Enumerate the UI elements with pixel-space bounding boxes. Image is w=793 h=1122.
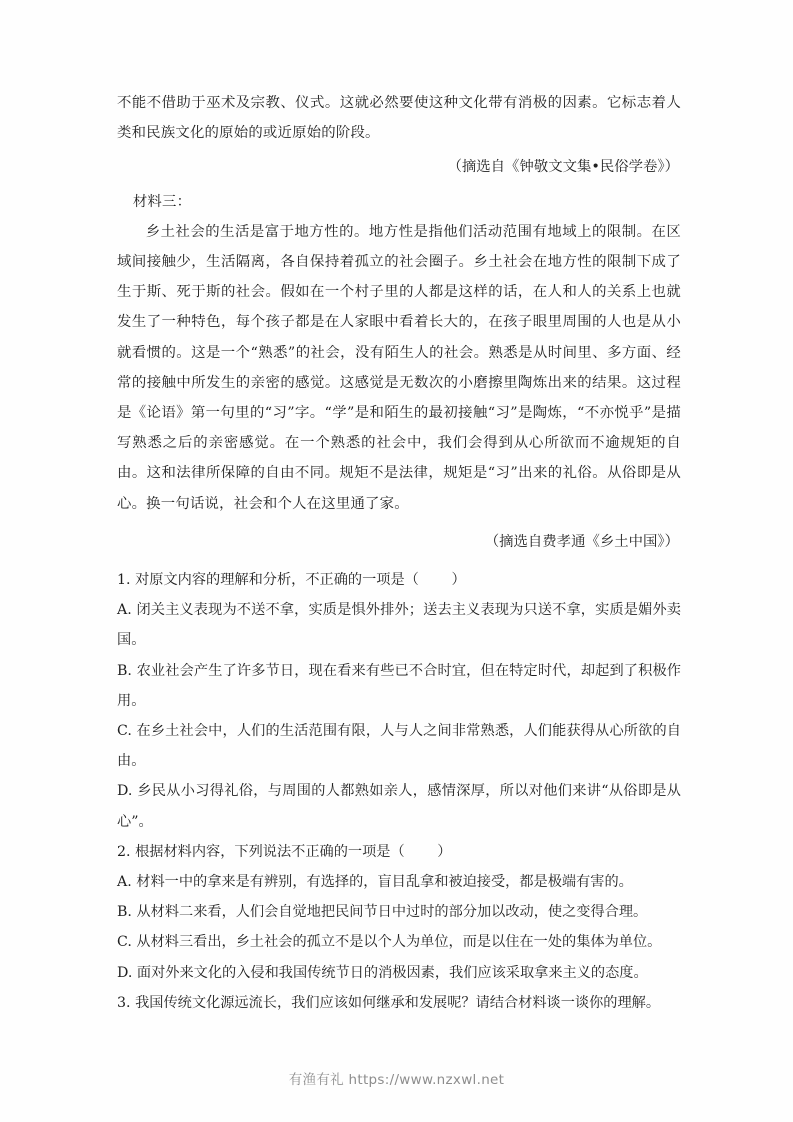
question-1-option-a[interactable] — [117, 595, 681, 655]
question-1-stem — [117, 565, 681, 595]
watermark-brand: 有渔有礼 — [288, 1072, 344, 1088]
option-label-c: C. — [117, 723, 132, 740]
option-text-b: 农业社会产生了许多节日，现在看来有些已不合时宜，但在特定时代，却起到了积极作用。 — [117, 662, 681, 709]
question-1-stem-text: 对原文内容的理解和分析，不正确的一项是（ — [135, 572, 419, 589]
footer-watermark — [0, 1068, 793, 1088]
option-text-d: 面对外来文化的入侵和我国传统节日的消极因素，我们应该采取拿来主义的态度。 — [136, 964, 648, 981]
passage-two-tail-text: 不能不借助于巫术及宗教、仪式。这就必然要使这种文化带有消极的因素。它标志着人类和民族文化的原始的或近原始的阶段。 — [117, 95, 681, 142]
question-2-option-a[interactable] — [117, 867, 681, 897]
question-2-stem-text: 根据材料内容，下列说法不正确的一项是（ — [135, 843, 405, 860]
option-text-a: 材料一中的拿来是有辨别，有选择的，盲目乱拿和被迫接受，都是极端有害的。 — [136, 874, 633, 891]
option-text-c: 在乡土社会中，人们的生活范围有限，人与人之间非常熟悉，人们能获得从心所欲的自由。 — [117, 723, 681, 770]
option-label-a: A. — [117, 602, 132, 619]
option-label-a: A. — [117, 874, 132, 891]
option-label-d: D. — [117, 783, 133, 800]
question-3-number: 3. — [117, 994, 131, 1011]
option-text-a: 闭关主义表现为不送不拿，实质是惧外排外；送去主义表现为只送不拿，实质是媚外卖国。 — [117, 602, 681, 649]
question-1-option-d[interactable] — [117, 776, 681, 836]
question-1 — [117, 565, 681, 837]
passage-two-source: （摘选自《钟敬文文集•民俗学卷》） — [447, 159, 679, 176]
spacer — [117, 557, 681, 565]
question-2-option-d[interactable] — [117, 958, 681, 988]
question-1-option-c[interactable] — [117, 716, 681, 776]
page-content — [117, 88, 681, 1018]
option-label-b: B. — [117, 904, 132, 921]
question-3-stem — [117, 988, 681, 1018]
option-label-d: D. — [117, 964, 133, 981]
material-three-source: （摘选自费孝通《乡土中国》） — [484, 533, 679, 550]
question-2-stem-close: ） — [437, 843, 452, 860]
question-1-option-b[interactable] — [117, 656, 681, 716]
question-2 — [117, 837, 681, 988]
option-text-c: 从材料三看出，乡土社会的孤立不是以个人为单位，而是以住在一处的集体为单位。 — [136, 934, 662, 951]
option-label-b: B. — [117, 662, 132, 679]
question-2-stem — [117, 837, 681, 867]
question-2-number: 2. — [117, 843, 131, 860]
question-3 — [117, 988, 681, 1018]
option-text-d: 乡民从小习得礼俗，与周围的人都熟如亲人，感情深厚，所以对他们来讲“从俗即是从心”。 — [117, 783, 681, 830]
question-3-stem-text: 我国传统文化源远流长，我们应该如何继承和发展呢？请结合材料谈一谈你的理解。 — [135, 994, 661, 1011]
question-2-option-b[interactable] — [117, 897, 681, 927]
question-1-stem-close: ） — [451, 572, 466, 589]
spacer — [117, 519, 681, 527]
watermark-url[interactable]: https://www.nzxwl.net — [348, 1072, 505, 1088]
material-three-heading: 材料三： — [132, 193, 192, 210]
question-1-number: 1. — [117, 572, 131, 589]
passage-two-tail-paragraph — [117, 88, 681, 148]
option-label-c: C. — [117, 934, 132, 951]
option-text-b: 从材料二来看，人们会自觉地把民间节日中过时的部分加以改动，使之变得合理。 — [136, 904, 648, 921]
question-2-option-c[interactable] — [117, 927, 681, 957]
material-three-body: 乡土社会的生活是富于地方性的。地方性是指他们活动范围有地域上的限制。在区域间接触少，生活隔离，各自保持着孤立的社会圈子。乡土社会在地方性的限制下成了生于斯、死于斯的社会。假如在一个村子里的人都是这样的话，在人和人的关系上也就发生了一种特色，每个孩子都是在人家眼中看着长大的，在孩子眼里周围的人也是从小就看惯的。这是一个“熟悉”的社会，没有陌生人的社会。熟悉是从时间里、多方面、经常的接触中所发生的亲密的感觉。这感觉是无数次的小磨擦里陶炼出来的结果。这过程是《论语》第一句里的“习”字。“学”是和陌生的最初接触“习”是陶炼，“不亦悦乎”是描写熟悉之后的亲密感觉。在一个熟悉的社会中，我们会得到从心所欲而不逾规矩的自由。这和法律所保障的自由不同。规矩不是法律，规矩是“习”出来的礼俗。从俗即是从心。换一句话说，社会和个人在这里通了家。 — [117, 223, 681, 512]
